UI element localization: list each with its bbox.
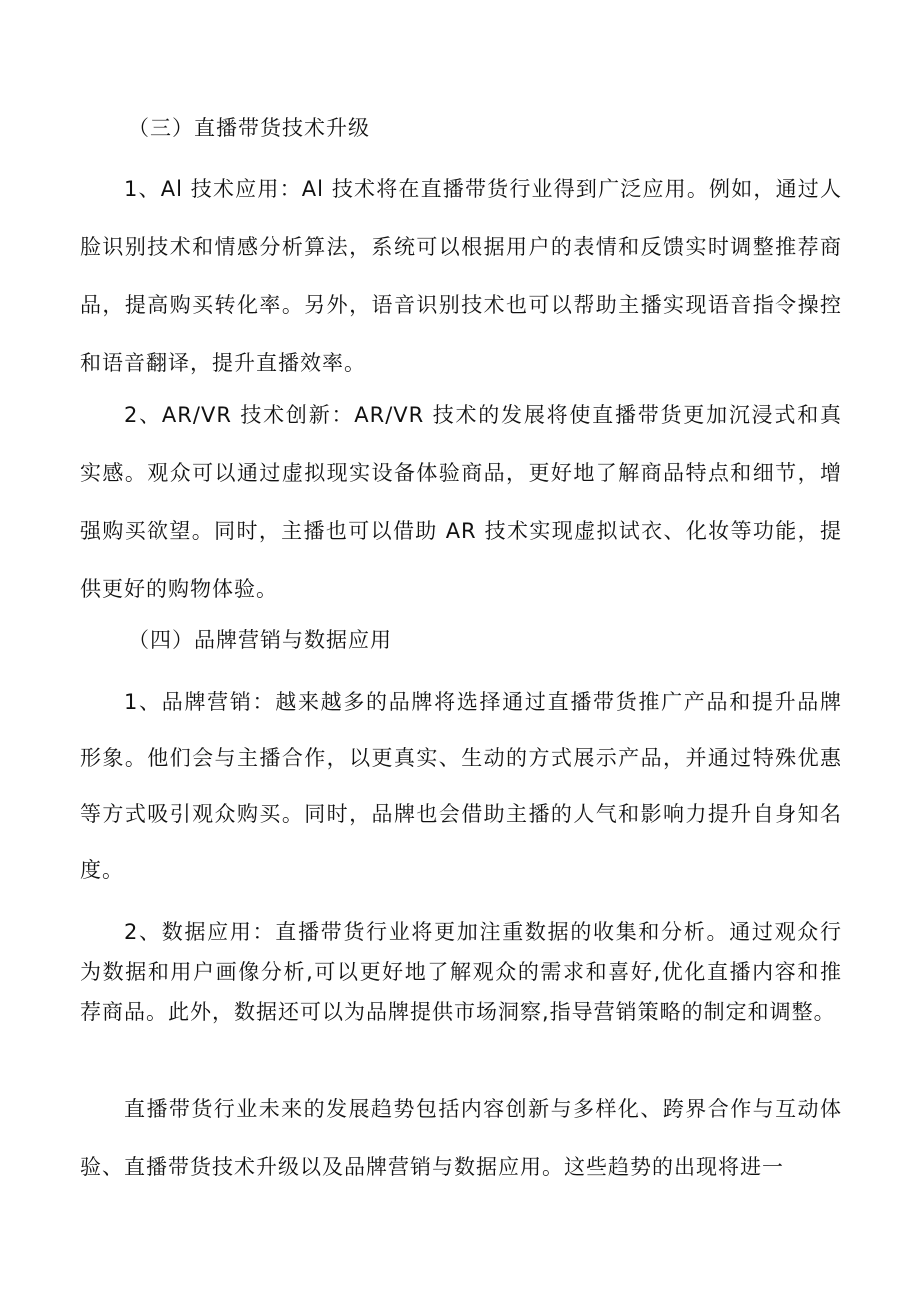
paragraph-ar-vr-innovation: 2、AR/VR 技术创新：AR/VR 技术的发展将使直播带货更加沉浸式和真实感。观众可以通过虚拟现实设备体验商品，更好地了解商品特点和细节，增强购买欲望。同时，主播也可以借助 AR 技术实现虚拟试衣、化妆等功能，提供更好的购物体验。	[80, 403, 842, 601]
section-heading-brand-data: （四）品牌营销与数据应用	[128, 628, 392, 652]
paragraph-brand-marketing: 1、品牌营销：越来越多的品牌将选择通过直播带货推广产品和提升品牌形象。他们会与主播合作，以更真实、生动的方式展示产品，并通过特殊优惠等方式吸引观众购买。同时，品牌也会借助主播的人气和影响力提升自身知名度。	[80, 690, 842, 882]
paragraph-data-application: 2、数据应用：直播带货行业将更加注重数据的收集和分析。通过观众行为数据和用户画像分析,可以更好地了解观众的需求和喜好,优化直播内容和推荐商品。此外，数据还可以为品牌提供市场洞察,指导营销策略的制定和调整。	[80, 920, 842, 1024]
paragraph-closing-summary: 直播带货行业未来的发展趋势包括内容创新与多样化、跨界合作与互动体验、直播带货技术升级以及品牌营销与数据应用。这些趋势的出现将进一	[80, 1097, 842, 1179]
section-heading-tech-upgrade: （三）直播带货技术升级	[128, 116, 370, 140]
paragraph-ai-application: 1、Al 技术应用：Al 技术将在直播带货行业得到广泛应用。例如，通过人脸识别技术和情感分析算法，系统可以根据用户的表情和反馈实时调整推荐商品，提高购买转化率。另外，语音识别技术也可以帮助主播实现语音指令操控和语音翻译，提升直播效率。	[80, 177, 842, 375]
